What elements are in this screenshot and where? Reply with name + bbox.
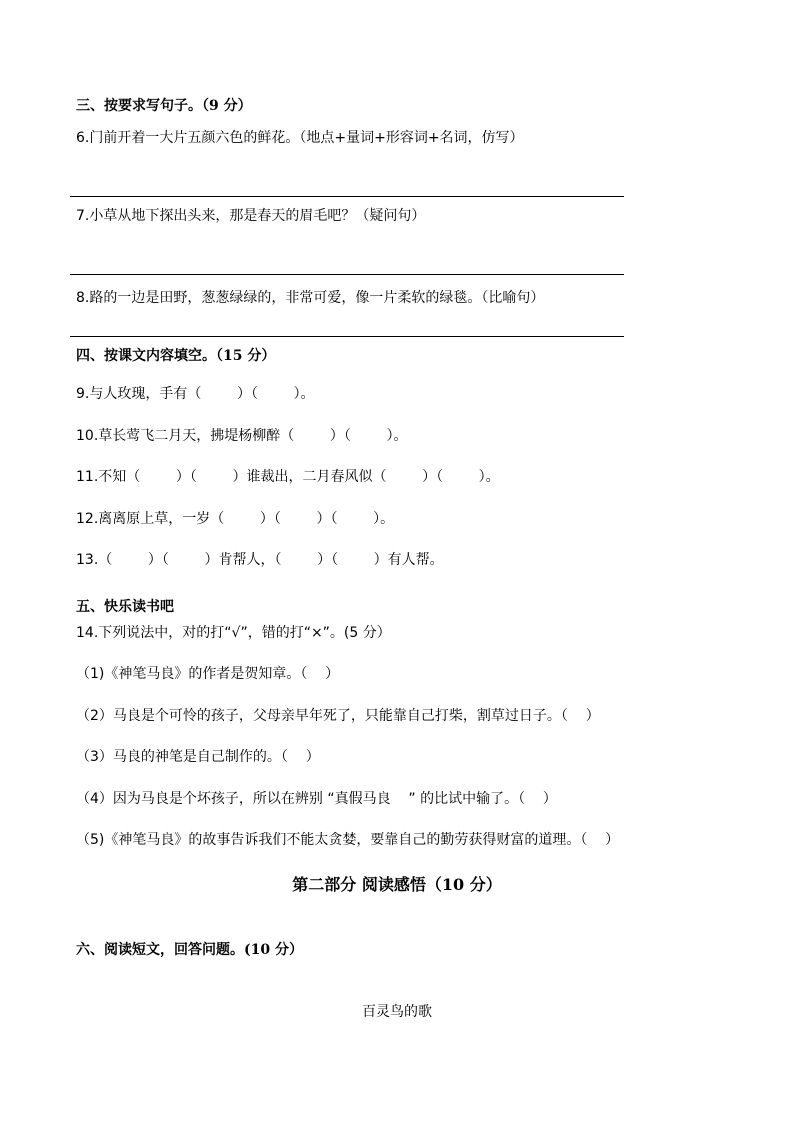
part-2-title: 第二部分 阅读感悟（10 分）: [292, 875, 502, 894]
section-4-heading: 四、按课文内容填空。（15 分）: [76, 348, 276, 364]
question-13: 13.（ ）（ ）肯帮人，（ ）（ ）有人帮。: [76, 552, 444, 568]
judgement-item: （2）马良是个可怜的孩子，父母亲早年死了，只能靠自己打柴，割草过日子。（ ）: [76, 708, 600, 724]
section-3-heading: 三、按要求写句子。（9 分）: [76, 98, 252, 114]
question-6: 6.门前开着一大片五颜六色的鲜花。（地点+量词+形容词+名词，仿写）: [76, 130, 524, 146]
section-5-heading: 五、快乐读书吧: [76, 599, 174, 615]
judgement-item: （3）马良的神笔是自己制作的。（ ）: [76, 749, 320, 765]
judgement-item: （4）因为马良是个坏孩子，所以在辨别 “真假马良 ” 的比试中输了。（ ）: [76, 791, 557, 807]
question-9: 9.与人玫瑰，手有（ ）（ ）。: [76, 386, 315, 402]
judgement-item: （1)《神笔马良》的作者是贺知章。（ ）: [76, 666, 340, 682]
question-12: 12.离离原上草，一岁（ ）（ ）（ ）。: [76, 511, 395, 527]
section-6-heading: 六、阅读短文，回答问题。(10 分）: [76, 942, 303, 958]
answer-line-6[interactable]: [70, 196, 624, 197]
answer-line-8[interactable]: [70, 336, 624, 337]
answer-line-7[interactable]: [70, 274, 624, 275]
question-11: 11.不知（ ）（ ）谁裁出，二月春风似（ ）（ ）。: [76, 469, 500, 485]
question-10: 10.草长莺飞二月天，拂堤杨柳醉（ ）（ ）。: [76, 428, 408, 444]
judgement-item: （5)《神笔马良》的故事告诉我们不能太贪婪，要靠自己的勤劳获得财富的道理。（ ）: [76, 832, 620, 848]
question-7: 7.小草从地下探出头来，那是春天的眉毛吧？（疑问句）: [76, 208, 426, 224]
story-title: 百灵鸟的歌: [362, 1004, 432, 1020]
question-14: 14.下列说法中，对的打“√”，错的打“×”。(5 分）: [76, 625, 391, 641]
question-8: 8.路的一边是田野，葱葱绿绿的，非常可爱，像一片柔软的绿毯。（比喻句）: [76, 290, 545, 306]
